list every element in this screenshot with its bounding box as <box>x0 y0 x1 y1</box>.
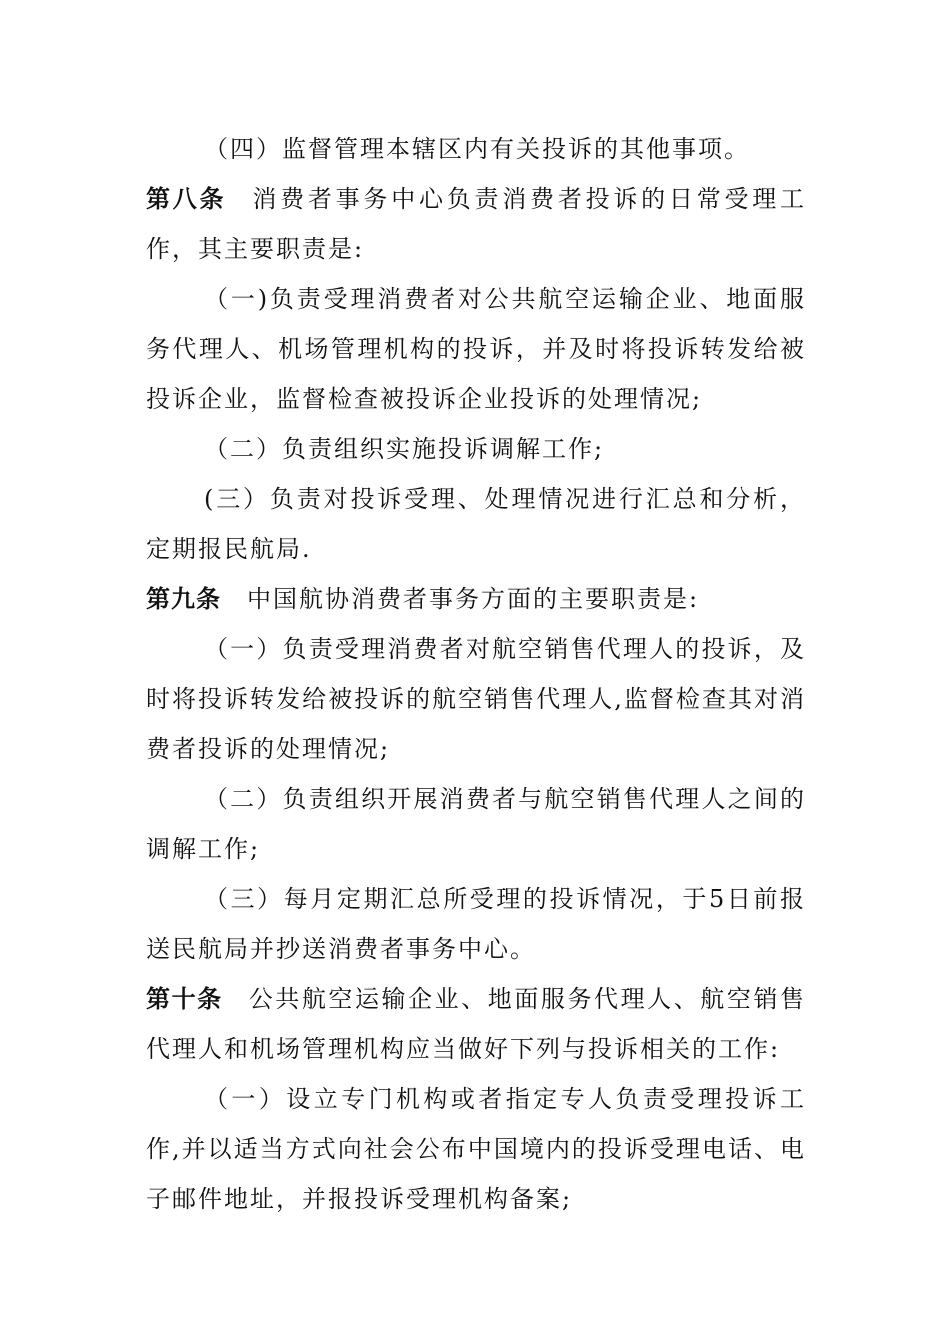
article-8-item-3 <box>146 474 806 574</box>
article-8-item-2 <box>146 424 806 474</box>
paragraph-text: （一）负责受理消费者对航空销售代理人的投诉，及时将投诉转发给被投诉的航空销售代理人,监督检查其对消费者投诉的处理情况; <box>146 635 806 763</box>
article-9-item-2 <box>146 774 806 874</box>
article-9-item-1 <box>146 624 806 774</box>
article-label: 第九条 <box>146 585 221 613</box>
article-9-item-3 <box>146 874 806 974</box>
article-label: 第八条 <box>146 185 227 213</box>
paragraph-text: （四）监督管理本辖区内有关投诉的其他事项。 <box>204 135 750 163</box>
article-10 <box>146 974 806 1074</box>
paragraph-text: （二）负责组织开展消费者与航空销售代理人之间的调解工作; <box>146 785 806 863</box>
article-label: 第十条 <box>146 985 223 1013</box>
article-9 <box>146 574 806 624</box>
paragraph-text: 公共航空运输企业、地面服务代理人、航空销售代理人和机场管理机构应当做好下列与投诉相关的工作: <box>146 985 807 1063</box>
document-body <box>146 124 806 1224</box>
paragraph-text: 消费者事务中心负责消费者投诉的日常受理工作，其主要职责是: <box>146 185 807 263</box>
paragraph-text: （二）负责组织实施投诉调解工作; <box>204 435 605 463</box>
paragraph-item-4 <box>146 124 806 174</box>
article-8 <box>146 174 806 274</box>
article-10-item-1 <box>146 1074 806 1224</box>
paragraph-text: 中国航协消费者事务方面的主要职责是: <box>247 585 700 613</box>
paragraph-text: （三）每月定期汇总所受理的投诉情况，于5日前报送民航局并抄送消费者事务中心。 <box>146 885 806 963</box>
paragraph-text: （一）设立专门机构或者指定专人负责受理投诉工作,并以适当方式向社会公布中国境内的投诉受理电话、电子邮件地址，并报投诉受理机构备案; <box>146 1085 806 1213</box>
article-8-item-1 <box>146 274 806 424</box>
paragraph-text: （一)负责受理消费者对公共航空运输企业、地面服务代理人、机场管理机构的投诉，并及时将投诉转发给被投诉企业，监督检查被投诉企业投诉的处理情况; <box>146 285 806 413</box>
paragraph-text: (三）负责对投诉受理、处理情况进行汇总和分析，定期报民航局. <box>146 485 806 563</box>
